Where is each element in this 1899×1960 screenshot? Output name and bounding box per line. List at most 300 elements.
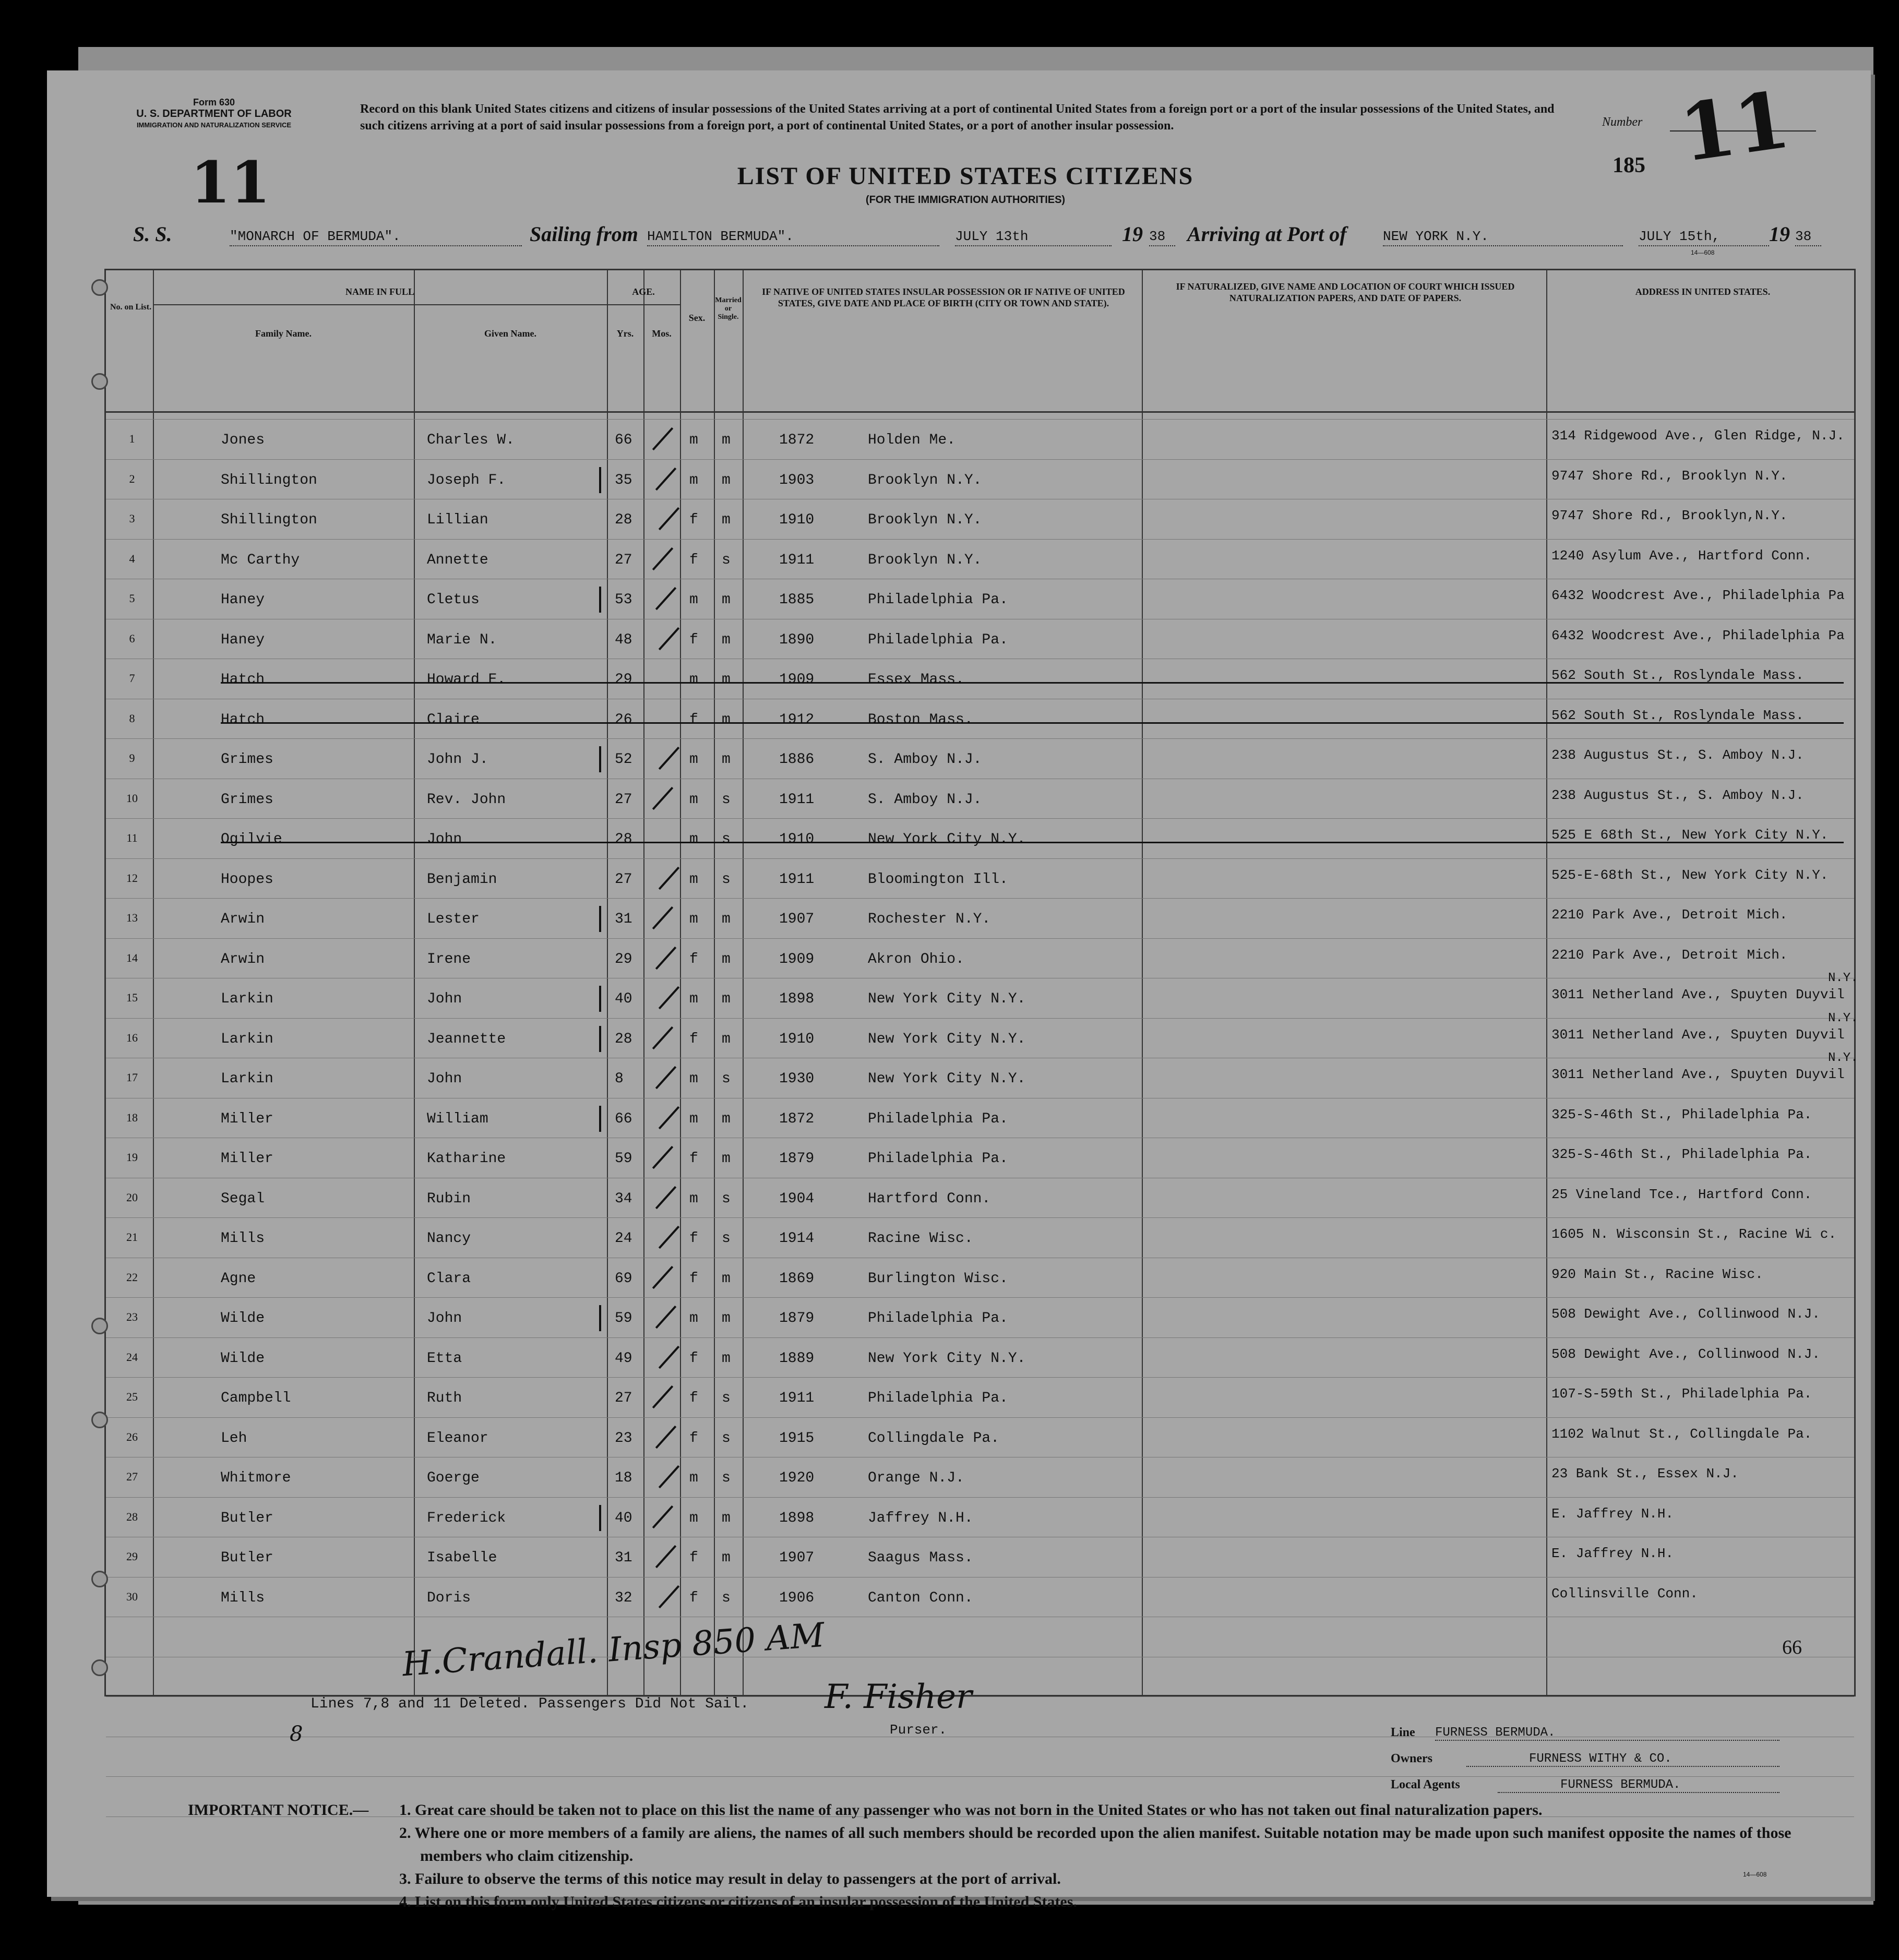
notice-label: IMPORTANT NOTICE.— bbox=[188, 1801, 369, 1819]
family-name: Grimes bbox=[221, 751, 273, 768]
family-name: Larkin bbox=[221, 1031, 273, 1047]
age-years: 35 bbox=[615, 472, 632, 488]
sex: m bbox=[689, 1510, 698, 1526]
birth-place: Brooklyn N.Y. bbox=[868, 552, 982, 568]
header-no: No. on List. bbox=[110, 303, 152, 312]
check-mark bbox=[652, 906, 673, 929]
age-years: 23 bbox=[615, 1430, 632, 1447]
row-number: 21 bbox=[126, 1230, 138, 1244]
page-title: LIST OF UNITED STATES CITIZENS bbox=[737, 162, 1194, 190]
row-number: 24 bbox=[126, 1350, 138, 1364]
header-married-single: Married or Single. bbox=[715, 296, 742, 321]
owners-label: Owners bbox=[1391, 1752, 1432, 1765]
family-name: Mc Carthy bbox=[221, 552, 300, 568]
birth-year: 1906 bbox=[779, 1589, 815, 1606]
address: 2210 Park Ave., Detroit Mich. bbox=[1551, 907, 1788, 923]
sex: f bbox=[689, 1430, 698, 1447]
check-mark bbox=[655, 1186, 676, 1209]
sex: m bbox=[689, 791, 698, 808]
marital-status: m bbox=[722, 512, 731, 528]
sex: f bbox=[689, 711, 698, 728]
header-family-name: Family Name. bbox=[255, 328, 312, 339]
age-years: 27 bbox=[615, 791, 632, 808]
address: 25 Vineland Tce., Hartford Conn. bbox=[1551, 1186, 1812, 1202]
marital-status: m bbox=[722, 1350, 731, 1367]
department-name: U. S. DEPARTMENT OF LABOR bbox=[136, 108, 292, 119]
birth-year: 1911 bbox=[779, 552, 815, 568]
sex: m bbox=[689, 1310, 698, 1326]
given-name: Irene bbox=[427, 951, 471, 967]
marital-status: s bbox=[722, 1071, 731, 1087]
birth-year: 1910 bbox=[779, 512, 815, 528]
check-mark bbox=[659, 747, 679, 770]
row-number: 3 bbox=[129, 512, 135, 525]
check-mark bbox=[652, 1385, 673, 1408]
family-name: Ogilvie bbox=[221, 831, 282, 847]
given-name: Ruth bbox=[427, 1390, 462, 1406]
given-name: Claire bbox=[427, 711, 480, 728]
form-identifier bbox=[110, 97, 318, 131]
sex: f bbox=[689, 1550, 698, 1566]
birth-place: Philadelphia Pa. bbox=[868, 631, 1008, 648]
binder-hole bbox=[91, 1659, 108, 1676]
notice-item: 4. List on this form only United States citizens or citizens of an insular possession of the United States. bbox=[399, 1893, 1077, 1910]
birth-year: 1910 bbox=[779, 1031, 815, 1047]
age-years: 49 bbox=[615, 1350, 632, 1367]
deletion-note: Lines 7,8 and 11 Deleted. Passengers Did Not Sail. bbox=[310, 1696, 749, 1712]
tally-mark bbox=[599, 467, 601, 493]
form-code-bottom: 14—608 bbox=[1743, 1871, 1767, 1878]
sex: m bbox=[689, 871, 698, 888]
given-name: Charles W. bbox=[427, 432, 515, 448]
owners-value: FURNESS WITHY & CO. bbox=[1466, 1752, 1779, 1767]
page-subtitle: (FOR THE IMMIGRATION AUTHORITIES) bbox=[865, 194, 1066, 206]
age-years: 18 bbox=[615, 1470, 632, 1486]
age-years: 59 bbox=[615, 1310, 632, 1326]
check-mark bbox=[659, 866, 679, 889]
address: 3011 Netherland Ave., Spuyten Duyvil bbox=[1551, 1067, 1845, 1082]
sex: m bbox=[689, 751, 698, 768]
birth-place: Philadelphia Pa. bbox=[868, 1151, 1008, 1167]
header-age-months: Mos. bbox=[652, 328, 672, 339]
sex: f bbox=[689, 1151, 698, 1167]
sex: m bbox=[689, 1071, 698, 1087]
inspector-signature: H.Crandall. Insp 850 AM bbox=[401, 1616, 826, 1684]
given-name: Benjamin bbox=[427, 871, 497, 888]
given-name: Marie N. bbox=[427, 631, 497, 648]
birth-year: 1911 bbox=[779, 1390, 815, 1406]
family-name: Mills bbox=[221, 1230, 265, 1247]
address: 1102 Walnut St., Collingdale Pa. bbox=[1551, 1426, 1812, 1442]
row-number: 30 bbox=[126, 1589, 138, 1603]
address: 6432 Woodcrest Ave., Philadelphia Pa bbox=[1551, 588, 1845, 603]
birth-year: 1889 bbox=[779, 1350, 815, 1367]
age-years: 34 bbox=[615, 1190, 632, 1207]
address: 2210 Park Ave., Detroit Mich. bbox=[1551, 947, 1788, 963]
marital-status: s bbox=[722, 1470, 731, 1486]
birth-place: New York City N.Y. bbox=[868, 991, 1026, 1007]
age-years: 27 bbox=[615, 1390, 632, 1406]
row-number: 4 bbox=[129, 552, 135, 565]
given-name: Rubin bbox=[427, 1190, 471, 1207]
page-number: 66 bbox=[1782, 1636, 1802, 1658]
family-name: Agne bbox=[221, 1270, 256, 1287]
address: 238 Augustus St., S. Amboy N.J. bbox=[1551, 787, 1804, 803]
family-name: Butler bbox=[221, 1550, 273, 1566]
address: 920 Main St., Racine Wisc. bbox=[1551, 1266, 1763, 1282]
margin-mark: 8 bbox=[290, 1722, 303, 1746]
family-name: Arwin bbox=[221, 911, 265, 927]
sex: f bbox=[689, 1390, 698, 1406]
sex: f bbox=[689, 1589, 698, 1606]
row-number: 28 bbox=[126, 1510, 138, 1523]
birth-place: Burlington Wisc. bbox=[868, 1270, 1008, 1287]
row-number: 14 bbox=[126, 951, 138, 964]
age-years: 27 bbox=[615, 552, 632, 568]
sex: f bbox=[689, 512, 698, 528]
strike-through-line bbox=[221, 722, 1844, 724]
handwritten-mark-left: 11 bbox=[190, 149, 271, 216]
service-name: IMMIGRATION AND NATURALIZATION SERVICE bbox=[136, 121, 292, 129]
given-name: Doris bbox=[427, 1589, 471, 1606]
given-name: Jeannette bbox=[427, 1031, 506, 1047]
address: 1240 Asylum Ave., Hartford Conn. bbox=[1551, 547, 1812, 564]
age-years: 40 bbox=[615, 1510, 632, 1526]
birth-place: New York City N.Y. bbox=[868, 831, 1026, 847]
notice-item: 3. Failure to observe the terms of this notice may result in delay to passengers at the port of arrival. bbox=[399, 1870, 1061, 1887]
row-number: 1 bbox=[129, 432, 135, 445]
sailing-year: 38 bbox=[1149, 229, 1175, 246]
notice-item: 2. Where one or more members of a family are aliens, the names of all such members should be recorded upon the alien manifest. Suitable notation may be made upon such manifest opposite the names of those members who claim citizenship. bbox=[399, 1824, 1791, 1865]
birth-year: 1909 bbox=[779, 672, 815, 688]
check-mark bbox=[652, 1146, 673, 1169]
sex: m bbox=[689, 592, 698, 608]
tally-mark bbox=[599, 587, 601, 613]
marital-status: m bbox=[722, 1031, 731, 1047]
age-years: 31 bbox=[615, 1550, 632, 1566]
marital-status: s bbox=[722, 831, 731, 847]
handwritten-mark-right: 11 bbox=[1674, 74, 1795, 180]
birth-year: 1912 bbox=[779, 711, 815, 728]
row-number: 26 bbox=[126, 1430, 138, 1443]
sex: m bbox=[689, 1110, 698, 1127]
birth-place: Canton Conn. bbox=[868, 1589, 973, 1606]
address-suffix: N.Y. bbox=[1828, 971, 1858, 985]
form-number: Form 630 bbox=[193, 97, 235, 107]
marital-status: m bbox=[722, 1550, 731, 1566]
family-name: Haney bbox=[221, 631, 265, 648]
sailing-year-prefix: 19 bbox=[1122, 222, 1143, 246]
marital-status: s bbox=[722, 871, 731, 888]
marital-status: s bbox=[722, 791, 731, 808]
age-years: 32 bbox=[615, 1589, 632, 1606]
family-name: Larkin bbox=[221, 1071, 273, 1087]
birth-year: 1869 bbox=[779, 1270, 815, 1287]
row-number: 7 bbox=[129, 672, 135, 685]
line-value: FURNESS BERMUDA. bbox=[1435, 1726, 1779, 1741]
given-name: William bbox=[427, 1110, 488, 1127]
row-number: 13 bbox=[126, 911, 138, 924]
address: E. Jaffrey N.H. bbox=[1551, 1505, 1674, 1522]
marital-status: m bbox=[722, 711, 731, 728]
given-name: Clara bbox=[427, 1270, 471, 1287]
check-mark bbox=[659, 1345, 679, 1368]
header-age: AGE. bbox=[632, 286, 655, 297]
given-name: John bbox=[427, 831, 462, 847]
row-number: 18 bbox=[126, 1110, 138, 1124]
birth-place: Brooklyn N.Y. bbox=[868, 472, 982, 488]
sex: m bbox=[689, 672, 698, 688]
check-mark bbox=[659, 1585, 679, 1608]
arriving-label: Arriving at Port of bbox=[1187, 222, 1347, 246]
birth-place: New York City N.Y. bbox=[868, 1350, 1026, 1367]
address-suffix: N.Y. bbox=[1828, 1011, 1858, 1025]
sailing-from-label: Sailing from bbox=[530, 222, 638, 246]
form-instructions: Record on this blank United States citizens and citizens of insular possessions of the United States arriving at a port of continental United States from a foreign port or a port of the insular possessions of the United States, and such citizens arriving at a port of said insular possessions from a foreign port, a port of continental United States, or a port of another insular possession. bbox=[360, 102, 1555, 133]
sex: f bbox=[689, 951, 698, 967]
birth-year: 1898 bbox=[779, 991, 815, 1007]
family-name: Grimes bbox=[221, 791, 273, 808]
birth-year: 1904 bbox=[779, 1190, 815, 1207]
marital-status: s bbox=[722, 1190, 731, 1207]
check-mark bbox=[655, 587, 676, 610]
marital-status: m bbox=[722, 432, 731, 448]
birth-year: 1911 bbox=[779, 871, 815, 888]
check-mark bbox=[652, 547, 673, 570]
address: 325-S-46th St., Philadelphia Pa. bbox=[1551, 1106, 1812, 1122]
check-mark bbox=[652, 786, 673, 809]
sex: f bbox=[689, 1270, 698, 1287]
check-mark bbox=[659, 1106, 679, 1129]
sex: m bbox=[689, 911, 698, 927]
address: 3011 Netherland Ave., Spuyten Duyvil bbox=[1551, 1026, 1845, 1043]
row-number: 2 bbox=[129, 472, 135, 485]
age-years: 28 bbox=[615, 1031, 632, 1047]
age-years: 31 bbox=[615, 911, 632, 927]
header-age-years: Yrs. bbox=[616, 328, 634, 339]
given-name: Isabelle bbox=[427, 1550, 497, 1566]
address: E. Jaffrey N.H. bbox=[1551, 1546, 1674, 1561]
binder-hole bbox=[91, 279, 108, 296]
tally-mark bbox=[599, 906, 601, 932]
sex: m bbox=[689, 1470, 698, 1486]
birth-year: 1872 bbox=[779, 1110, 815, 1127]
birth-year: 1886 bbox=[779, 751, 815, 768]
row-number: 10 bbox=[126, 791, 138, 805]
tally-mark bbox=[599, 986, 601, 1012]
sex: m bbox=[689, 831, 698, 847]
birth-place: New York City N.Y. bbox=[868, 1031, 1026, 1047]
birth-place: Jaffrey N.H. bbox=[868, 1510, 973, 1526]
family-name: Shillington bbox=[221, 512, 317, 528]
check-mark bbox=[655, 1066, 676, 1089]
sex: m bbox=[689, 1190, 698, 1207]
row-number: 25 bbox=[126, 1390, 138, 1403]
birth-year: 1879 bbox=[779, 1151, 815, 1167]
sex: m bbox=[689, 432, 698, 448]
address: 508 Dewight Ave., Collinwood N.J. bbox=[1551, 1346, 1820, 1362]
birth-place: Essex Mass. bbox=[868, 672, 964, 688]
birth-place: Boston Mass. bbox=[868, 711, 973, 728]
marital-status: s bbox=[722, 1390, 731, 1406]
family-name: Butler bbox=[221, 1510, 273, 1526]
address: 562 South St., Roslyndale Mass. bbox=[1551, 667, 1804, 683]
strike-through-line bbox=[221, 842, 1844, 843]
birth-year: 1920 bbox=[779, 1470, 815, 1486]
address: 325-S-46th St., Philadelphia Pa. bbox=[1551, 1146, 1812, 1162]
age-years: 40 bbox=[615, 991, 632, 1007]
address: 1605 N. Wisconsin St., Racine Wi c. bbox=[1551, 1226, 1837, 1242]
sex: f bbox=[689, 552, 698, 568]
birth-place: Philadelphia Pa. bbox=[868, 1110, 1008, 1127]
marital-status: s bbox=[722, 1430, 731, 1447]
age-years: 28 bbox=[615, 512, 632, 528]
given-name: Lester bbox=[427, 911, 480, 927]
check-mark bbox=[659, 1226, 679, 1249]
ship-name: "MONARCH OF BERMUDA". bbox=[230, 229, 522, 246]
birth-year: 1903 bbox=[779, 472, 815, 488]
given-name: Eleanor bbox=[427, 1430, 488, 1447]
check-mark bbox=[659, 986, 679, 1009]
ss-label: S. S. bbox=[133, 222, 172, 246]
birth-place: S. Amboy N.J. bbox=[868, 751, 982, 768]
given-name: Frederick bbox=[427, 1510, 506, 1526]
given-name: Etta bbox=[427, 1350, 462, 1367]
row-number: 12 bbox=[126, 871, 138, 885]
marital-status: m bbox=[722, 951, 731, 967]
row-number: 23 bbox=[126, 1310, 138, 1323]
line-label: Line bbox=[1391, 1726, 1415, 1739]
given-name: Nancy bbox=[427, 1230, 471, 1247]
address: 238 Augustus St., S. Amboy N.J. bbox=[1551, 747, 1804, 763]
family-name: Shillington bbox=[221, 472, 317, 488]
arrival-port: NEW YORK N.Y. bbox=[1383, 229, 1623, 246]
age-years: 27 bbox=[615, 871, 632, 888]
family-name: Haney bbox=[221, 592, 265, 608]
arrival-year-prefix: 19 bbox=[1769, 222, 1790, 246]
family-name: Hatch bbox=[221, 711, 265, 728]
check-mark bbox=[659, 627, 679, 650]
address: 3011 Netherland Ave., Spuyten Duyvil bbox=[1551, 987, 1845, 1002]
birth-place: Philadelphia Pa. bbox=[868, 592, 1008, 608]
birth-place: Orange N.J. bbox=[868, 1470, 964, 1486]
address: 314 Ridgewood Ave., Glen Ridge, N.J. bbox=[1551, 428, 1845, 444]
age-years: 69 bbox=[615, 1270, 632, 1287]
age-years: 59 bbox=[615, 1151, 632, 1167]
birth-place: Collingdale Pa. bbox=[868, 1430, 1000, 1447]
sex: f bbox=[689, 631, 698, 648]
birth-year: 1898 bbox=[779, 1510, 815, 1526]
age-years: 48 bbox=[615, 631, 632, 648]
birth-place: Akron Ohio. bbox=[868, 951, 964, 967]
row-number: 19 bbox=[126, 1151, 138, 1164]
address: 107-S-59th St., Philadelphia Pa. bbox=[1551, 1386, 1812, 1402]
family-name: Whitmore bbox=[221, 1470, 291, 1486]
check-mark bbox=[655, 1425, 676, 1448]
check-mark bbox=[652, 1505, 673, 1528]
birth-year: 1907 bbox=[779, 911, 815, 927]
given-name: Lillian bbox=[427, 512, 488, 528]
manifest-sheet bbox=[47, 70, 1871, 1910]
sailing-date: JULY 13th bbox=[955, 229, 1112, 246]
address: 508 Dewight Ave., Collinwood N.J. bbox=[1551, 1306, 1820, 1322]
age-years: 52 bbox=[615, 751, 632, 768]
address: 9747 Shore Rd., Brooklyn N.Y. bbox=[1551, 468, 1788, 484]
birth-place: Philadelphia Pa. bbox=[868, 1310, 1008, 1326]
row-number: 15 bbox=[126, 991, 138, 1004]
family-name: Larkin bbox=[221, 991, 273, 1007]
number-label: Number bbox=[1602, 115, 1643, 129]
family-name: Wilde bbox=[221, 1350, 265, 1367]
given-name: John bbox=[427, 991, 462, 1007]
check-mark bbox=[655, 467, 676, 490]
check-mark bbox=[652, 1265, 673, 1288]
family-name: Hoopes bbox=[221, 871, 273, 888]
header-name-in-full: NAME IN FULL bbox=[345, 286, 414, 297]
sex: f bbox=[689, 1350, 698, 1367]
family-name: Mills bbox=[221, 1589, 265, 1606]
birth-place: Racine Wisc. bbox=[868, 1230, 973, 1247]
family-name: Jones bbox=[221, 432, 265, 448]
marital-status: m bbox=[722, 751, 731, 768]
birth-place: S. Amboy N.J. bbox=[868, 791, 982, 808]
row-number: 17 bbox=[126, 1071, 138, 1084]
given-name: Katharine bbox=[427, 1151, 506, 1167]
marital-status: s bbox=[722, 552, 731, 568]
birth-place: Rochester N.Y. bbox=[868, 911, 991, 927]
row-number: 20 bbox=[126, 1190, 138, 1204]
binder-hole bbox=[91, 1571, 108, 1587]
age-years: 29 bbox=[615, 672, 632, 688]
family-name: Arwin bbox=[221, 951, 265, 967]
family-name: Segal bbox=[221, 1190, 265, 1207]
header-address: ADDRESS IN UNITED STATES. bbox=[1635, 286, 1771, 297]
marital-status: m bbox=[722, 1110, 731, 1127]
marital-status: m bbox=[722, 991, 731, 1007]
marital-status: m bbox=[722, 1510, 731, 1526]
birth-year: 1879 bbox=[779, 1310, 815, 1326]
age-years: 66 bbox=[615, 1110, 632, 1127]
given-name: Cletus bbox=[427, 592, 480, 608]
check-mark bbox=[652, 1026, 673, 1049]
birth-year: 1915 bbox=[779, 1430, 815, 1447]
marital-status: m bbox=[722, 631, 731, 648]
given-name: Goerge bbox=[427, 1470, 480, 1486]
list-number: 185 bbox=[1613, 153, 1645, 177]
birth-place: Saagus Mass. bbox=[868, 1550, 973, 1566]
given-name: Joseph F. bbox=[427, 472, 506, 488]
given-name: Rev. John bbox=[427, 791, 506, 808]
arrival-year: 38 bbox=[1795, 229, 1821, 246]
address: 562 South St., Roslyndale Mass. bbox=[1551, 707, 1804, 723]
strike-through-line bbox=[221, 682, 1844, 684]
agents-label: Local Agents bbox=[1391, 1778, 1460, 1791]
family-name: Hatch bbox=[221, 672, 265, 688]
birth-year: 1909 bbox=[779, 951, 815, 967]
row-number: 5 bbox=[129, 592, 135, 605]
passenger-table bbox=[104, 269, 1856, 1696]
form-code-top: 14—608 bbox=[1691, 249, 1715, 256]
sex: f bbox=[689, 1230, 698, 1247]
sex: m bbox=[689, 991, 698, 1007]
marital-status: m bbox=[722, 911, 731, 927]
address: 23 Bank St., Essex N.J. bbox=[1551, 1466, 1739, 1481]
given-name: John bbox=[427, 1071, 462, 1087]
birth-place: Brooklyn N.Y. bbox=[868, 512, 982, 528]
tally-mark bbox=[599, 1106, 601, 1132]
check-mark bbox=[659, 507, 679, 530]
row-number: 16 bbox=[126, 1031, 138, 1044]
